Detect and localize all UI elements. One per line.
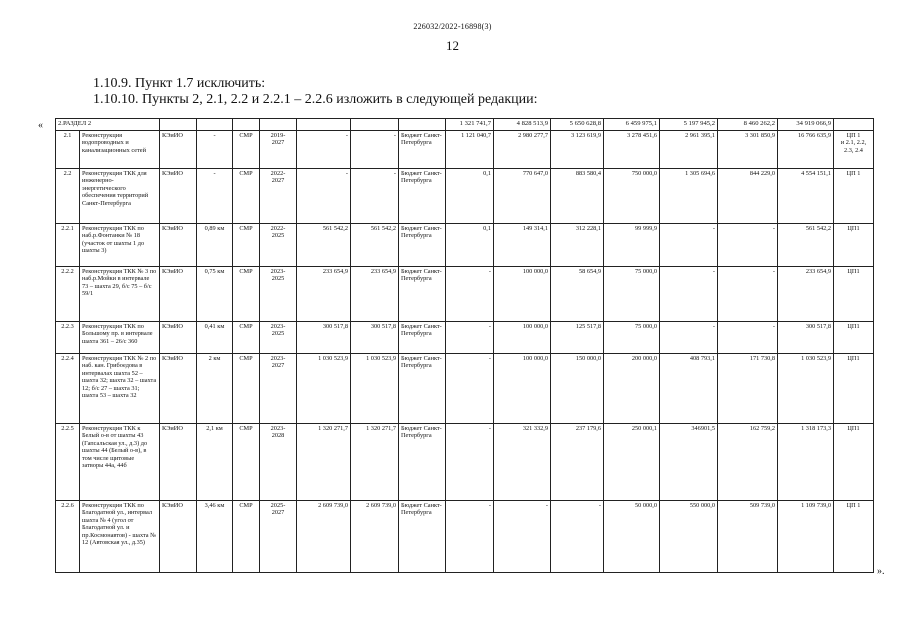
total-value: 561 542,2 <box>778 224 834 267</box>
year-4-value: 75 000,0 <box>604 267 660 322</box>
section-value: 5 650 628,8 <box>551 119 604 131</box>
row-number: 2.2.3 <box>56 322 80 354</box>
page-number: 12 <box>446 38 459 53</box>
cost-limit: 1 030 523,9 <box>351 354 399 424</box>
year-1-value: 0,1 <box>446 224 494 267</box>
row-number: 2.1 <box>56 131 80 169</box>
table-row <box>56 131 874 169</box>
table-row <box>56 169 874 224</box>
year-2-value: 149 314,1 <box>494 224 551 267</box>
work-type: СМР <box>233 354 260 424</box>
year-3-value: 58 654,9 <box>551 267 604 322</box>
section-value: 1 321 741,7 <box>446 119 494 131</box>
year-6-value: - <box>718 224 778 267</box>
row-number: 2.2.4 <box>56 354 80 424</box>
object-name: Реконструкция ТКК по наб.р.Фонтанки № 18 (участок от шахты 1 до шахты 3) <box>80 224 160 267</box>
target-indicator: ЦП 1 <box>834 501 874 573</box>
estimated-cost: - <box>297 131 351 169</box>
table-row <box>56 424 874 501</box>
capacity: - <box>197 131 233 169</box>
period: 2022- 2027 <box>260 169 297 224</box>
object-name: Реконструкция ТКК для инженерно-энергетического обеспечения территорий Санкт-Петербурга <box>80 169 160 224</box>
target-indicator: ЦП1 <box>834 424 874 501</box>
year-2-value: 2 980 277,7 <box>494 131 551 169</box>
amendment-line-2: 1.10.10. Пункты 2, 2.1, 2.2 и 2.2.1 – 2.2.6 изложить в следующей редакции: <box>93 92 538 107</box>
table-row <box>56 322 874 354</box>
total-value: 16 766 635,9 <box>778 131 834 169</box>
table-row <box>56 354 874 424</box>
year-6-value: 3 301 850,9 <box>718 131 778 169</box>
year-2-value: 770 647,0 <box>494 169 551 224</box>
object-name: Реконструкция ТКК № 3 по наб.р.Мойки в интервале 73 – шахта 29, б/с 75 – б/с 59/1 <box>80 267 160 322</box>
row-number: 2.2.2 <box>56 267 80 322</box>
target-indicator: ЦП 1 <box>834 169 874 224</box>
section-value: 8 460 262,2 <box>718 119 778 131</box>
period: 2019- 2027 <box>260 131 297 169</box>
funding-source: Бюджет Санкт-Петербурга <box>399 424 446 501</box>
customer: КЭиИО <box>160 267 197 322</box>
capacity: 2 км <box>197 354 233 424</box>
customer: КЭиИО <box>160 322 197 354</box>
year-3-value: 125 517,8 <box>551 322 604 354</box>
year-1-value: - <box>446 424 494 501</box>
target-indicator: ЦП1 <box>834 224 874 267</box>
section-value: 34 919 066,9 <box>778 119 834 131</box>
year-3-value: - <box>551 501 604 573</box>
work-type: СМР <box>233 424 260 501</box>
year-2-value: 100 000,0 <box>494 267 551 322</box>
estimated-cost: - <box>297 169 351 224</box>
year-6-value: 162 759,2 <box>718 424 778 501</box>
cost-limit: 2 609 739,0 <box>351 501 399 573</box>
year-1-value: 0,1 <box>446 169 494 224</box>
capacity: 0,89 км <box>197 224 233 267</box>
year-5-value: 408 793,1 <box>660 354 718 424</box>
year-5-value: 550 000,0 <box>660 501 718 573</box>
year-3-value: 3 123 619,9 <box>551 131 604 169</box>
customer: КЭиИО <box>160 169 197 224</box>
work-type: СМР <box>233 224 260 267</box>
year-1-value: - <box>446 354 494 424</box>
year-1-value: - <box>446 322 494 354</box>
year-4-value: 250 000,1 <box>604 424 660 501</box>
year-1-value: - <box>446 501 494 573</box>
table-row <box>56 267 874 322</box>
estimated-cost: 1 030 523,9 <box>297 354 351 424</box>
year-2-value: 321 332,9 <box>494 424 551 501</box>
section-label: 2.РАЗДЕЛ 2 <box>56 119 160 131</box>
period: 2023- 2025 <box>260 322 297 354</box>
year-4-value: 750 000,0 <box>604 169 660 224</box>
capacity: 3,46 км <box>197 501 233 573</box>
year-1-value: 1 121 040,7 <box>446 131 494 169</box>
total-value: 1 030 523,9 <box>778 354 834 424</box>
year-6-value: 171 730,8 <box>718 354 778 424</box>
year-3-value: 312 228,1 <box>551 224 604 267</box>
section-value: 6 459 975,1 <box>604 119 660 131</box>
section-value: 5 197 945,2 <box>660 119 718 131</box>
funding-source: Бюджет Санкт-Петербурга <box>399 501 446 573</box>
row-number: 2.2 <box>56 169 80 224</box>
object-name: Реконструкция водопроводных и канализационных сетей <box>80 131 160 169</box>
row-number: 2.2.6 <box>56 501 80 573</box>
capacity: 0,75 км <box>197 267 233 322</box>
year-4-value: 50 000,0 <box>604 501 660 573</box>
customer: КЭиИО <box>160 501 197 573</box>
year-5-value: - <box>660 267 718 322</box>
estimated-cost: 561 542,2 <box>297 224 351 267</box>
quote-open: « <box>38 120 43 131</box>
period: 2023- 2028 <box>260 424 297 501</box>
customer: КЭиИО <box>160 224 197 267</box>
customer: КЭиИО <box>160 424 197 501</box>
object-name: Реконструкция ТКК по Благодатной ул., интервал шахта № 4 (угол от Благодатной ул. и пр.Космонавтов) - шахта № 12 (Автовская ул., д.35) <box>80 501 160 573</box>
capacity: 0,41 км <box>197 322 233 354</box>
work-type: СМР <box>233 501 260 573</box>
target-indicator: ЦП 1 и 2.1, 2.2, 2.3, 2.4 <box>834 131 874 169</box>
year-4-value: 200 000,0 <box>604 354 660 424</box>
year-2-value: - <box>494 501 551 573</box>
object-name: Реконструкция ТКК к Белый о-в от шахты 43 (Гапсальская ул., д.3) до шахты 44 (Белый о-в), в том числе щитовые затворы 44а, 44б <box>80 424 160 501</box>
estimated-cost: 300 517,8 <box>297 322 351 354</box>
customer: КЭиИО <box>160 354 197 424</box>
object-name: Реконструкция ТКК № 2 по наб. кан. Грибоедова в интервалах шахта 52 – шахта 32; шахта 32 – шахта 12; б/с 27 – шахта 31; шахта 53 – шахта 32 <box>80 354 160 424</box>
row-number: 2.2.5 <box>56 424 80 501</box>
year-1-value: - <box>446 267 494 322</box>
customer: КЭиИО <box>160 131 197 169</box>
year-6-value: - <box>718 267 778 322</box>
year-5-value: 346901,5 <box>660 424 718 501</box>
section-row <box>56 119 874 131</box>
total-value: 233 654,9 <box>778 267 834 322</box>
object-name: Реконструкция ТКК по Большому пр. в интервале шахта 361 – 26/с 360 <box>80 322 160 354</box>
cost-limit: 561 542,2 <box>351 224 399 267</box>
cost-limit: - <box>351 131 399 169</box>
period: 2023- 2025 <box>260 267 297 322</box>
amendment-line-1: 1.10.9. Пункт 1.7 исключить: <box>93 76 266 91</box>
cost-limit: 300 517,8 <box>351 322 399 354</box>
period: 2023- 2027 <box>260 354 297 424</box>
year-4-value: 3 278 451,6 <box>604 131 660 169</box>
document-number: 226032/2022-16898(3) <box>413 22 492 31</box>
year-2-value: 100 000,0 <box>494 354 551 424</box>
work-type: СМР <box>233 169 260 224</box>
year-2-value: 100 000,0 <box>494 322 551 354</box>
estimated-cost: 1 320 271,7 <box>297 424 351 501</box>
row-number: 2.2.1 <box>56 224 80 267</box>
period: 2025- 2027 <box>260 501 297 573</box>
target-indicator: ЦП1 <box>834 267 874 322</box>
year-6-value: - <box>718 322 778 354</box>
estimated-cost: 2 609 739,0 <box>297 501 351 573</box>
total-value: 300 517,8 <box>778 322 834 354</box>
work-type: СМР <box>233 131 260 169</box>
capacity: 2,1 км <box>197 424 233 501</box>
funding-source: Бюджет Санкт-Петербурга <box>399 267 446 322</box>
year-5-value: 2 961 395,1 <box>660 131 718 169</box>
year-5-value: - <box>660 322 718 354</box>
year-5-value: - <box>660 224 718 267</box>
section-value: 4 828 513,9 <box>494 119 551 131</box>
total-value: 4 554 151,1 <box>778 169 834 224</box>
year-6-value: 844 229,0 <box>718 169 778 224</box>
table-row <box>56 501 874 573</box>
year-5-value: 1 305 694,6 <box>660 169 718 224</box>
year-6-value: 509 739,0 <box>718 501 778 573</box>
funding-source: Бюджет Санкт-Петербурга <box>399 224 446 267</box>
work-type: СМР <box>233 322 260 354</box>
funding-source: Бюджет Санкт-Петербурга <box>399 354 446 424</box>
quote-close: ». <box>877 566 885 577</box>
target-indicator: ЦП1 <box>834 354 874 424</box>
funding-source: Бюджет Санкт-Петербурга <box>399 131 446 169</box>
year-4-value: 99 999,9 <box>604 224 660 267</box>
cost-limit: 233 654,9 <box>351 267 399 322</box>
work-type: СМР <box>233 267 260 322</box>
target-indicator: ЦП1 <box>834 322 874 354</box>
cost-limit: - <box>351 169 399 224</box>
year-3-value: 150 000,0 <box>551 354 604 424</box>
period: 2022- 2025 <box>260 224 297 267</box>
funding-source: Бюджет Санкт-Петербурга <box>399 169 446 224</box>
estimated-cost: 233 654,9 <box>297 267 351 322</box>
table-row <box>56 224 874 267</box>
program-table <box>55 118 874 573</box>
cost-limit: 1 320 271,7 <box>351 424 399 501</box>
total-value: 1 109 739,0 <box>778 501 834 573</box>
year-3-value: 237 179,6 <box>551 424 604 501</box>
year-4-value: 75 000,0 <box>604 322 660 354</box>
total-value: 1 318 173,3 <box>778 424 834 501</box>
year-3-value: 883 580,4 <box>551 169 604 224</box>
capacity: - <box>197 169 233 224</box>
funding-source: Бюджет Санкт-Петербурга <box>399 322 446 354</box>
